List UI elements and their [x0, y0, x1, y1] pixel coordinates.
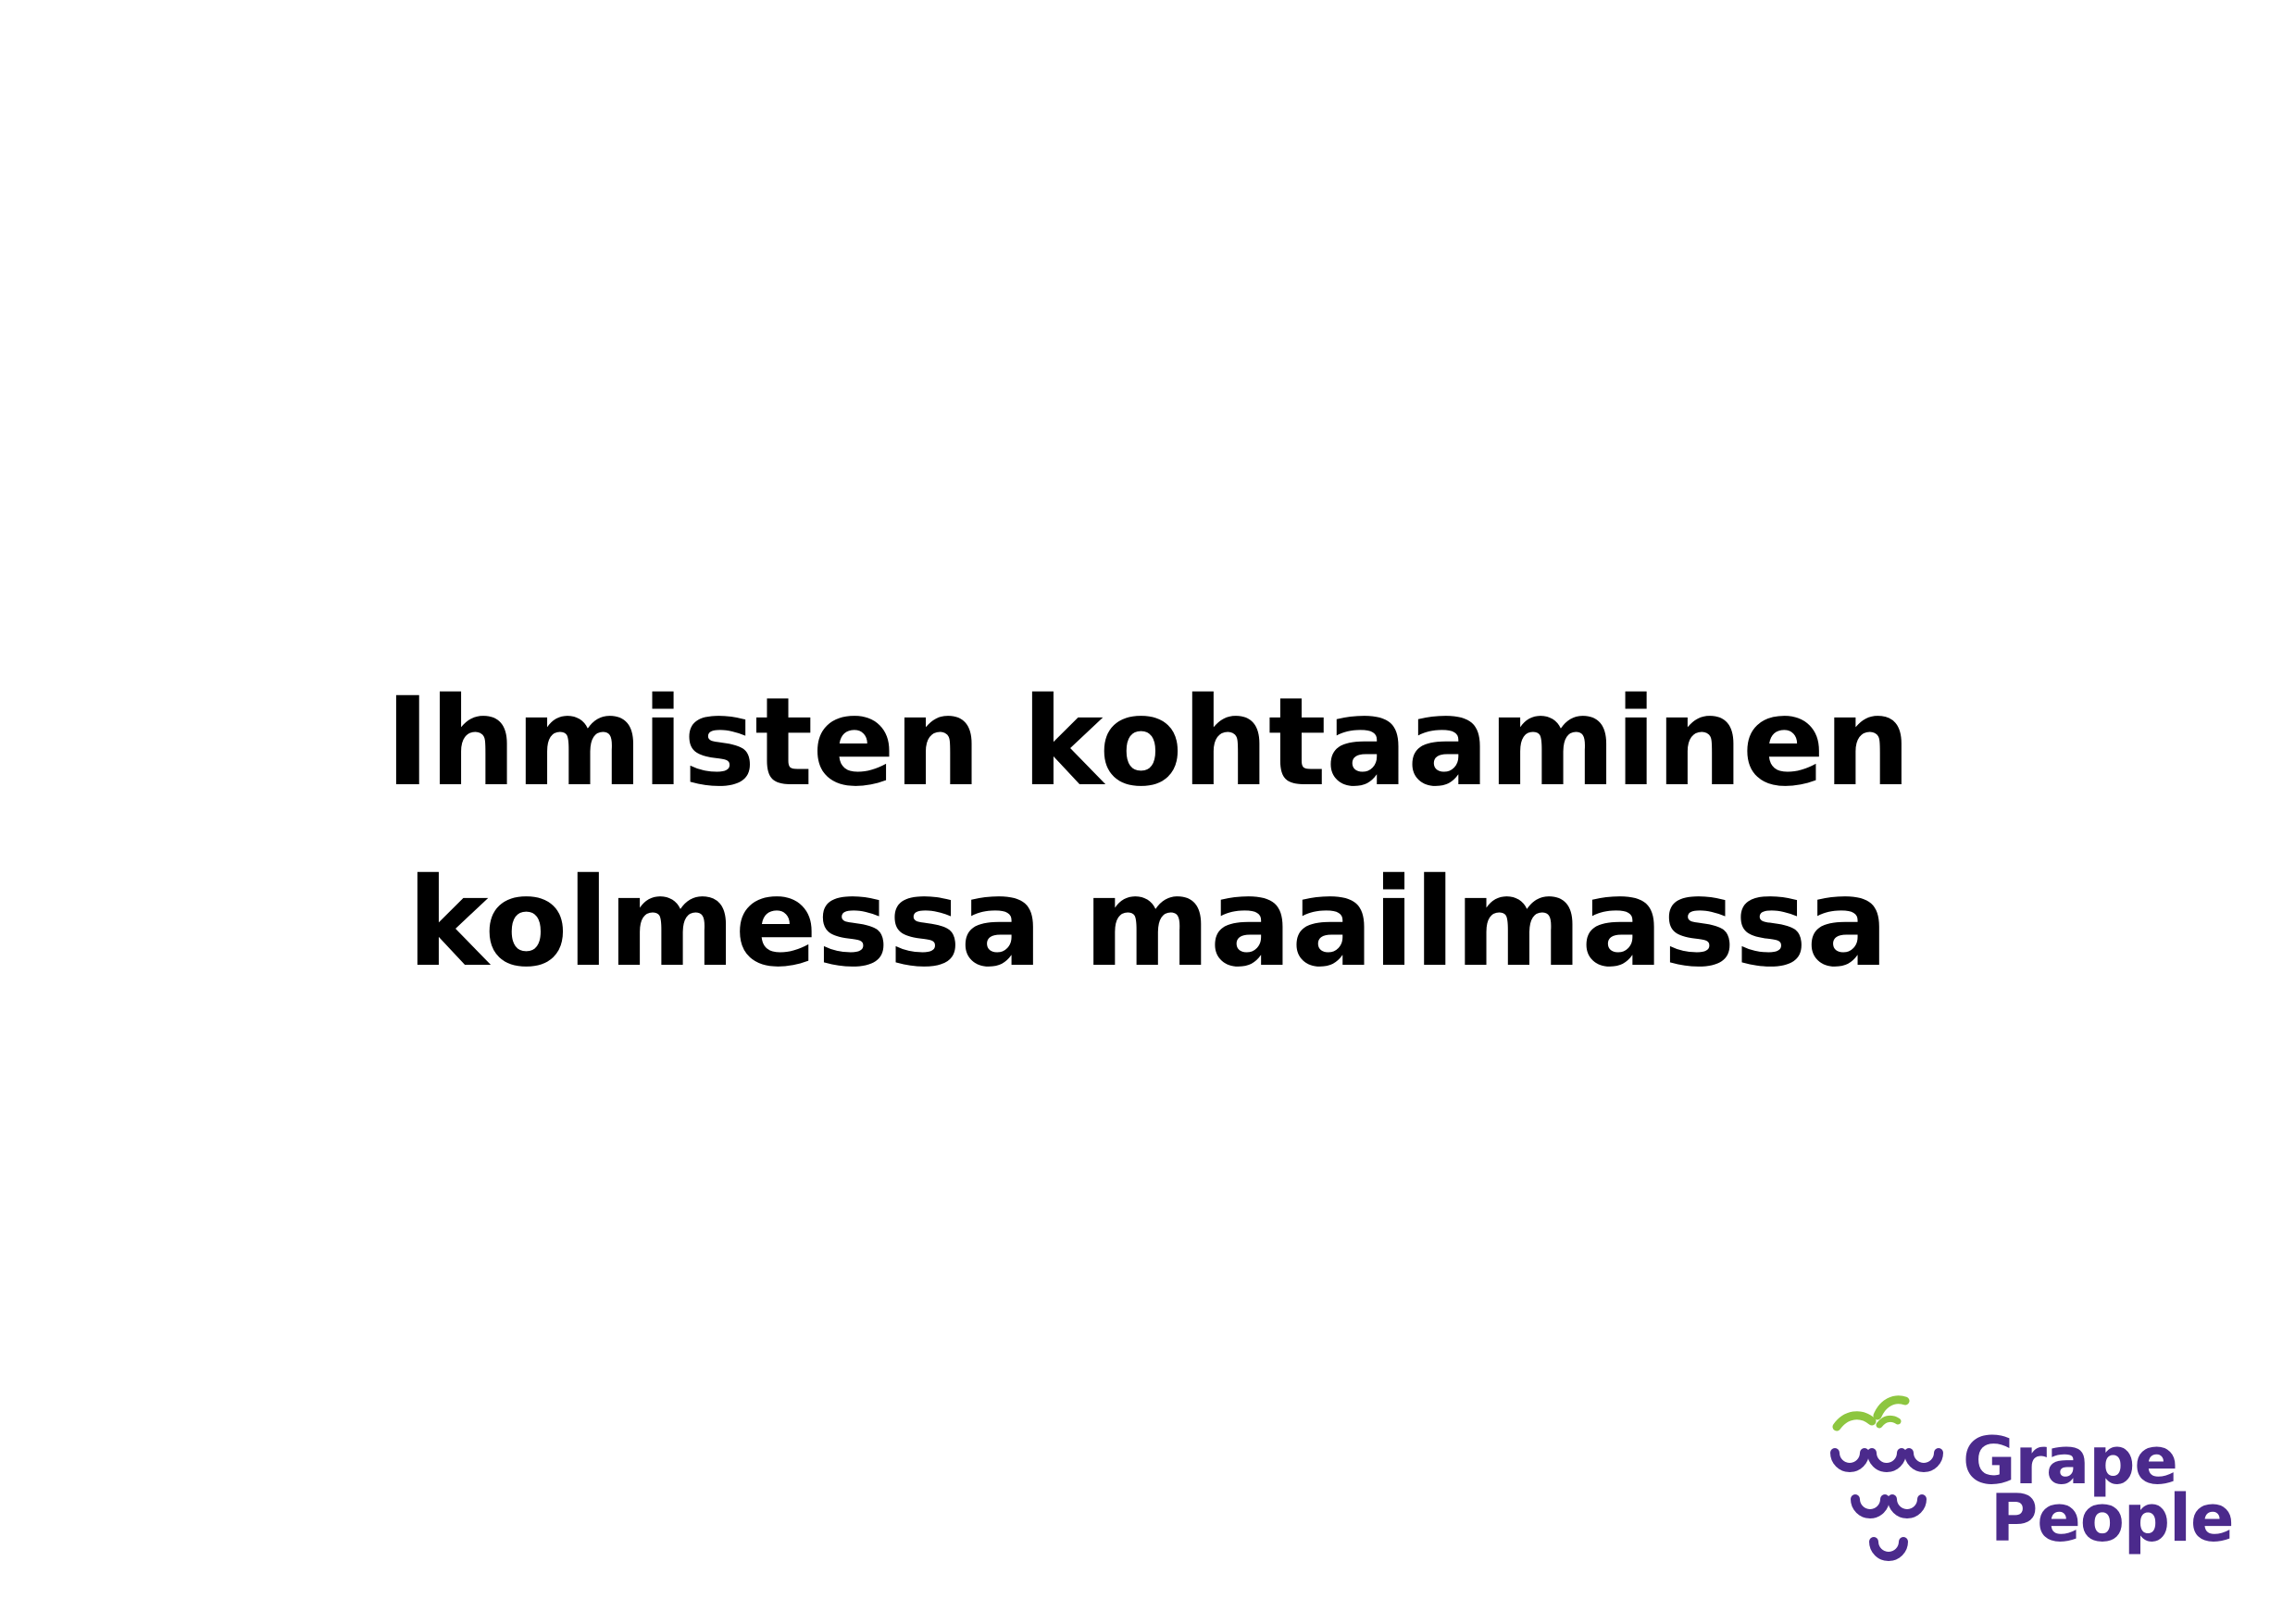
- grape-smile-4: [1855, 1499, 1885, 1514]
- leaf-right: [1877, 1400, 1905, 1416]
- grape-smile-5: [1892, 1499, 1922, 1514]
- title-line-1: Ihmisten kohtaaminen: [384, 671, 1911, 814]
- leaf-left: [1837, 1416, 1872, 1427]
- grape-smile-6: [1874, 1542, 1903, 1556]
- grape-smile-2: [1872, 1453, 1902, 1468]
- slide-title: [0, 653, 2295, 1014]
- grape-smile-3: [1909, 1453, 1939, 1468]
- title-line-2: kolmessa maailmassa: [406, 852, 1889, 994]
- leaf-center: [1879, 1418, 1898, 1425]
- grape-people-logo: [1824, 1393, 2234, 1579]
- logo-text-grape: Grape: [1963, 1423, 2177, 1499]
- logo-text-people: People: [1990, 1480, 2234, 1556]
- grape-cluster-icon: [1824, 1393, 1963, 1579]
- grape-smile-1: [1835, 1453, 1865, 1468]
